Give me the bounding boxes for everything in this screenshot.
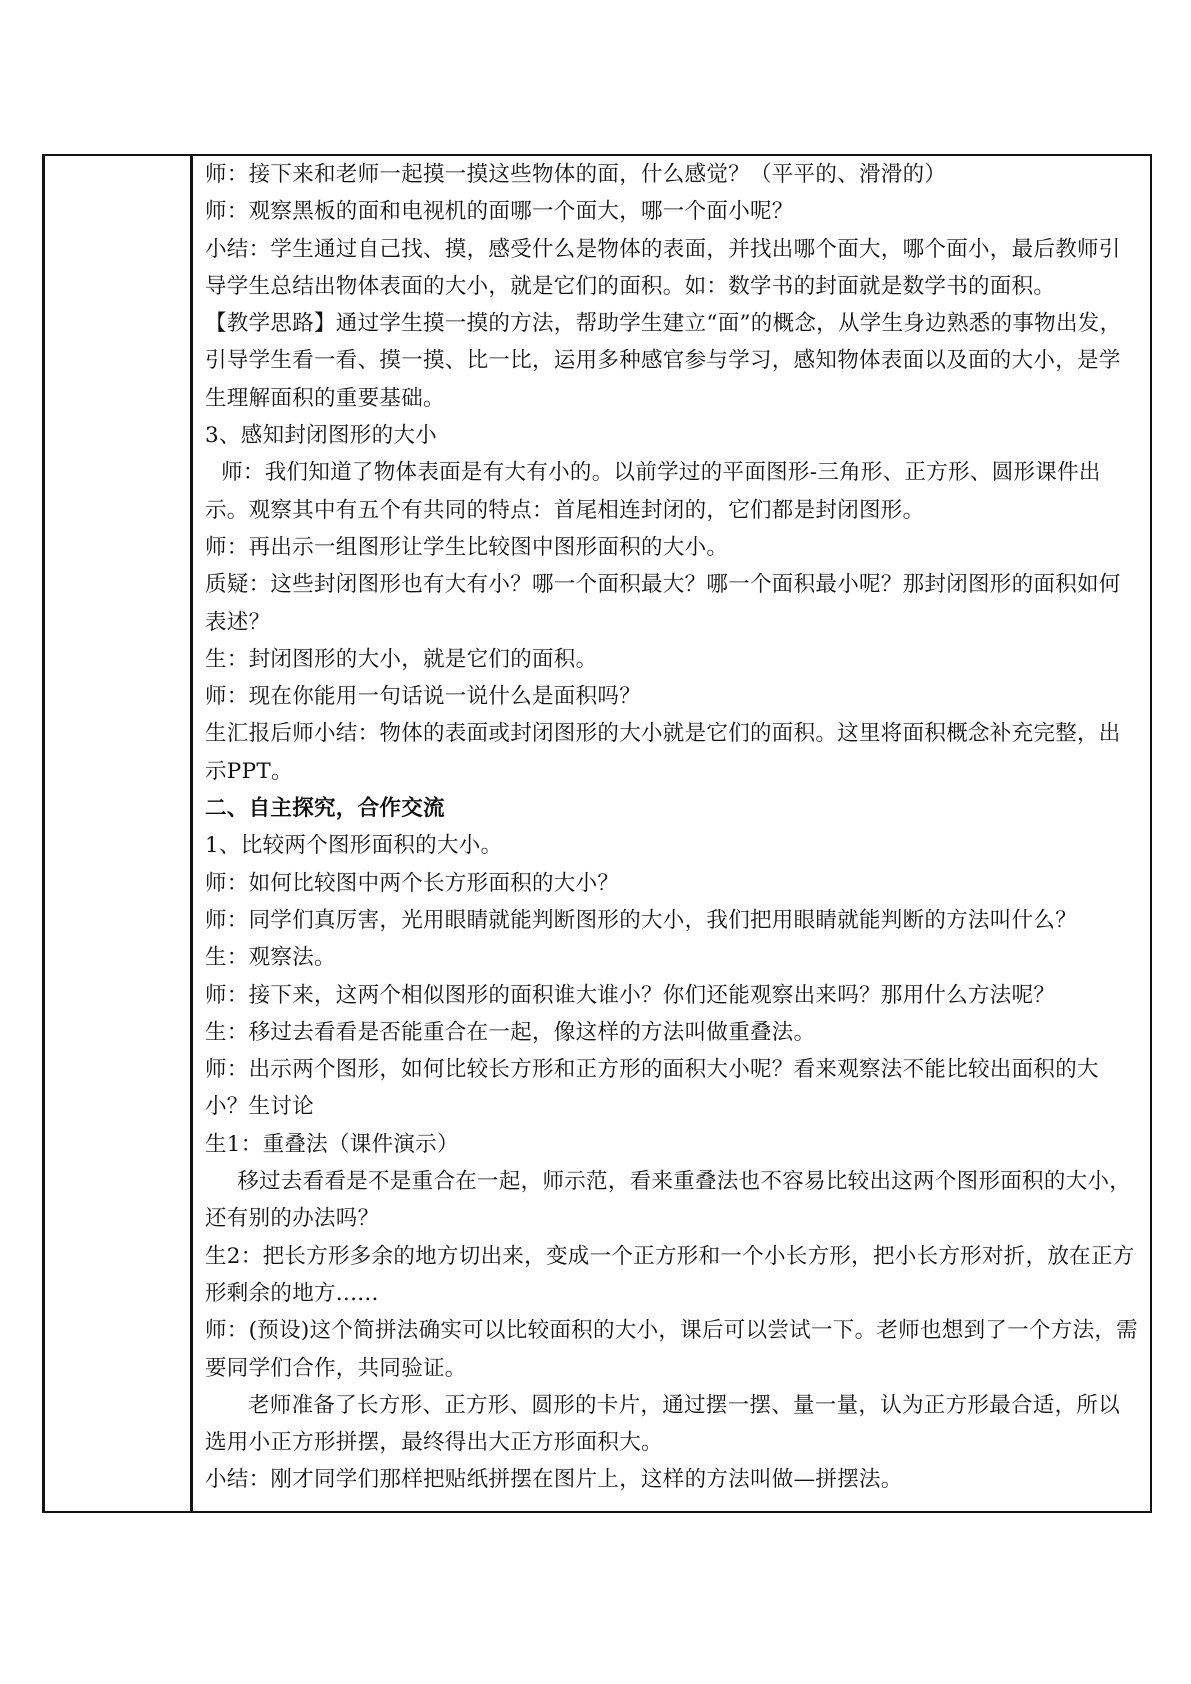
line-teacher-compare-faces: 师：观察黑板的面和电视机的面哪一个面大，哪一个面小呢？ [205,199,794,225]
line-student2: 生2：把长方形多余的地方切出来，变成一个正方形和一个小长方形，把小长方形对折，放在正方形剩余的地方...... [205,1243,1135,1306]
line-heading-closed-shapes: 3、感知封闭图形的大小 [205,423,437,449]
line-teacher-define: 师：现在你能用一句话说一说什么是面积吗？ [205,684,642,710]
line-teacher-praise: 师：同学们真厉害，光用眼睛就能判断图形的大小，我们把用眼睛就能判断的方法叫什么？ [205,907,1078,933]
line-compare-two-shapes: 1、比较两个图形面积的大小。 [205,833,503,859]
line-teacher-cards: 老师准备了长方形、正方形、圆形的卡片，通过摆一摆、量一量，认为正方形最合适，所以选用小正方形拼摆，最终得出大正方形面积大。 [205,1392,1121,1456]
line-teacher-plane-shapes: 师：我们知道了物体表面是有大有小的。以前学过的平面图形-三角形、正方形、圆形课件出示。观察其中有五个有共同的特点：首尾相连封闭的，它们都是封闭图形。 [205,460,1101,523]
line-teacher-show-shapes: 师：再出示一组图形让学生比较图中图形面积的大小。 [205,534,729,560]
line-teacher-rect-square: 师：出示两个图形，如何比较长方形和正方形的面积大小呢？看来观察法不能比较出面积的大小？生讨论 [205,1057,1099,1120]
line-student-overlap: 生：移过去看看是否能重合在一起，像这样的方法叫做重叠法。 [205,1019,816,1045]
line-summary-surface: 小结：学生通过自己找、摸，感受什么是物体的表面，并找出哪个面大，哪个面小，最后教师引导学生总结出物体表面的大小，就是它们的面积。如：数学书的封面就是数学书的面积。 [205,236,1121,299]
line-teacher-preset: 师：(预设)这个简拼法确实可以比较面积的大小，课后可以尝试一下。老师也想到了一个方法，需要同学们合作，共同验证。 [205,1318,1138,1381]
line-question: 质疑：这些封闭图形也有大有小？哪一个面积最大？哪一个面积最小呢？那封闭图形的面积如何表述？ [205,572,1121,635]
line-teacher-touch: 师：接下来和老师一起摸一摸这些物体的面，什么感觉？（平平的、滑滑的） [205,162,947,187]
lesson-content-cell [205,156,1140,1499]
line-teacher-similar: 师：接下来，这两个相似图形的面积谁大谁小？你们还能观察出来吗？那用什么方法呢？ [205,982,1056,1008]
line-summary-tiling: 小结：刚才同学们那样把贴纸拼摆在图片上，这样的方法叫做—拼摆法。 [205,1467,903,1493]
line-student-answer: 生：封闭图形的大小，就是它们的面积。 [205,646,598,672]
line-teaching-idea: 【教学思路】通过学生摸一摸的方法，帮助学生建立“面”的概念，从学生身边熟悉的事物出发，引导学生看一看、摸一摸、比一比，运用多种感官参与学习，感知物体表面以及面的大小，是学生理解面积的重要基础。 [205,311,1122,411]
line-student1: 生1：重叠法（课件演示） [205,1131,459,1157]
table-right-border [1150,154,1152,1513]
table-left-border [42,154,45,1513]
line-student-observe: 生：观察法。 [205,945,336,971]
line-teacher-demo: 移过去看看是不是重合在一起，师示范，看来重叠法也不容易比较出这两个图形面积的大小，还有别的办法吗？ [205,1169,1132,1232]
table-column-divider [190,154,193,1513]
line-teacher-compare-rects: 师：如何比较图中两个长方形面积的大小？ [205,870,620,896]
section-heading-explore: 二、自主探究，合作交流 [205,796,445,822]
line-student-report: 生汇报后师小结：物体的表面或封闭图形的大小就是它们的面积。这里将面积概念补充完整，出示PPT。 [205,721,1121,784]
